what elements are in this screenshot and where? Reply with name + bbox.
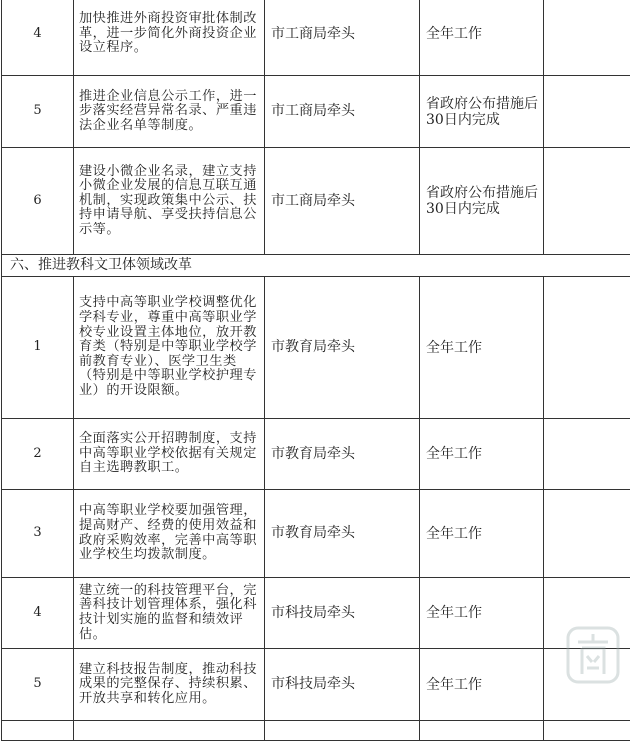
task-content (74, 721, 265, 741)
section-header-row (2, 255, 630, 277)
remarks-cell (544, 277, 630, 419)
completion-time: 全年工作 (420, 578, 544, 649)
task-content: 建设小微企业名录，建立支持小微企业发展的信息互联互通机制，实现政策集中公示、扶持申请导航、享受扶持信息公示等。 (74, 148, 265, 255)
table-row (2, 490, 630, 578)
completion-time: 省政府公布措施后30日内完成 (420, 148, 544, 255)
lead-department: 市教育局牵头 (265, 419, 420, 490)
lead-department: 市科技局牵头 (265, 649, 420, 721)
table-row (2, 419, 630, 490)
table-row (2, 0, 630, 76)
remarks-cell (544, 419, 630, 490)
lead-department (265, 721, 420, 741)
table-row (2, 277, 630, 419)
completion-time: 全年工作 (420, 419, 544, 490)
lead-department: 市工商局牵头 (265, 148, 420, 255)
row-number: 6 (2, 148, 74, 255)
lead-department: 市科技局牵头 (265, 578, 420, 649)
completion-time: 全年工作 (420, 0, 544, 76)
remarks-cell (544, 490, 630, 578)
reform-task-table (1, 0, 630, 741)
table-row (2, 148, 630, 255)
task-content: 建立统一的科技管理平台，完善科技计划管理体系，强化科技计划实施的监督和绩效评估。 (74, 578, 265, 649)
row-number (2, 721, 74, 741)
lead-department: 市教育局牵头 (265, 490, 420, 578)
lead-department: 市工商局牵头 (265, 0, 420, 76)
completion-time: 省政府公布措施后30日内完成 (420, 76, 544, 148)
task-content: 全面落实公开招聘制度，支持中高等职业学校依据有关规定自主选聘教职工。 (74, 419, 265, 490)
row-number: 4 (2, 0, 74, 76)
row-number: 5 (2, 649, 74, 721)
lead-department: 市教育局牵头 (265, 277, 420, 419)
remarks-cell (544, 76, 630, 148)
remarks-cell (544, 0, 630, 76)
completion-time (420, 721, 544, 741)
table-row (2, 76, 630, 148)
table-row (2, 578, 630, 649)
row-number: 5 (2, 76, 74, 148)
row-number: 2 (2, 419, 74, 490)
row-number: 4 (2, 578, 74, 649)
lead-department: 市工商局牵头 (265, 76, 420, 148)
task-content: 推进企业信息公示工作，进一步落实经营异常名录、严重违法企业名单等制度。 (74, 76, 265, 148)
completion-time: 全年工作 (420, 277, 544, 419)
task-content: 中高等职业学校要加强管理，提高财产、经费的使用效益和政府采购效率，完善中高等职业学校生均拨款制度。 (74, 490, 265, 578)
task-content: 建立科技报告制度，推动科技成果的完整保存、持续积累、开放共享和转化应用。 (74, 649, 265, 721)
table-row-cut-off (2, 721, 630, 741)
section-title: 六、推进教科文卫体领域改革 (2, 255, 630, 277)
task-content: 加快推进外商投资审批体制改革，进一步简化外商投资企业设立程序。 (74, 0, 265, 76)
row-number: 3 (2, 490, 74, 578)
table-row (2, 649, 630, 721)
completion-time: 全年工作 (420, 649, 544, 721)
shang-seal-icon (566, 626, 620, 684)
remarks-cell (544, 721, 630, 741)
remarks-cell (544, 148, 630, 255)
row-number: 1 (2, 277, 74, 419)
completion-time: 全年工作 (420, 490, 544, 578)
task-content: 支持中高等职业学校调整优化学科专业，尊重中高等职业学校专业设置主体地位，放开教育类（特别是中等职业学校学前教育专业）、医学卫生类（特别是中等职业学校护理专业）的开设限额。 (74, 277, 265, 419)
